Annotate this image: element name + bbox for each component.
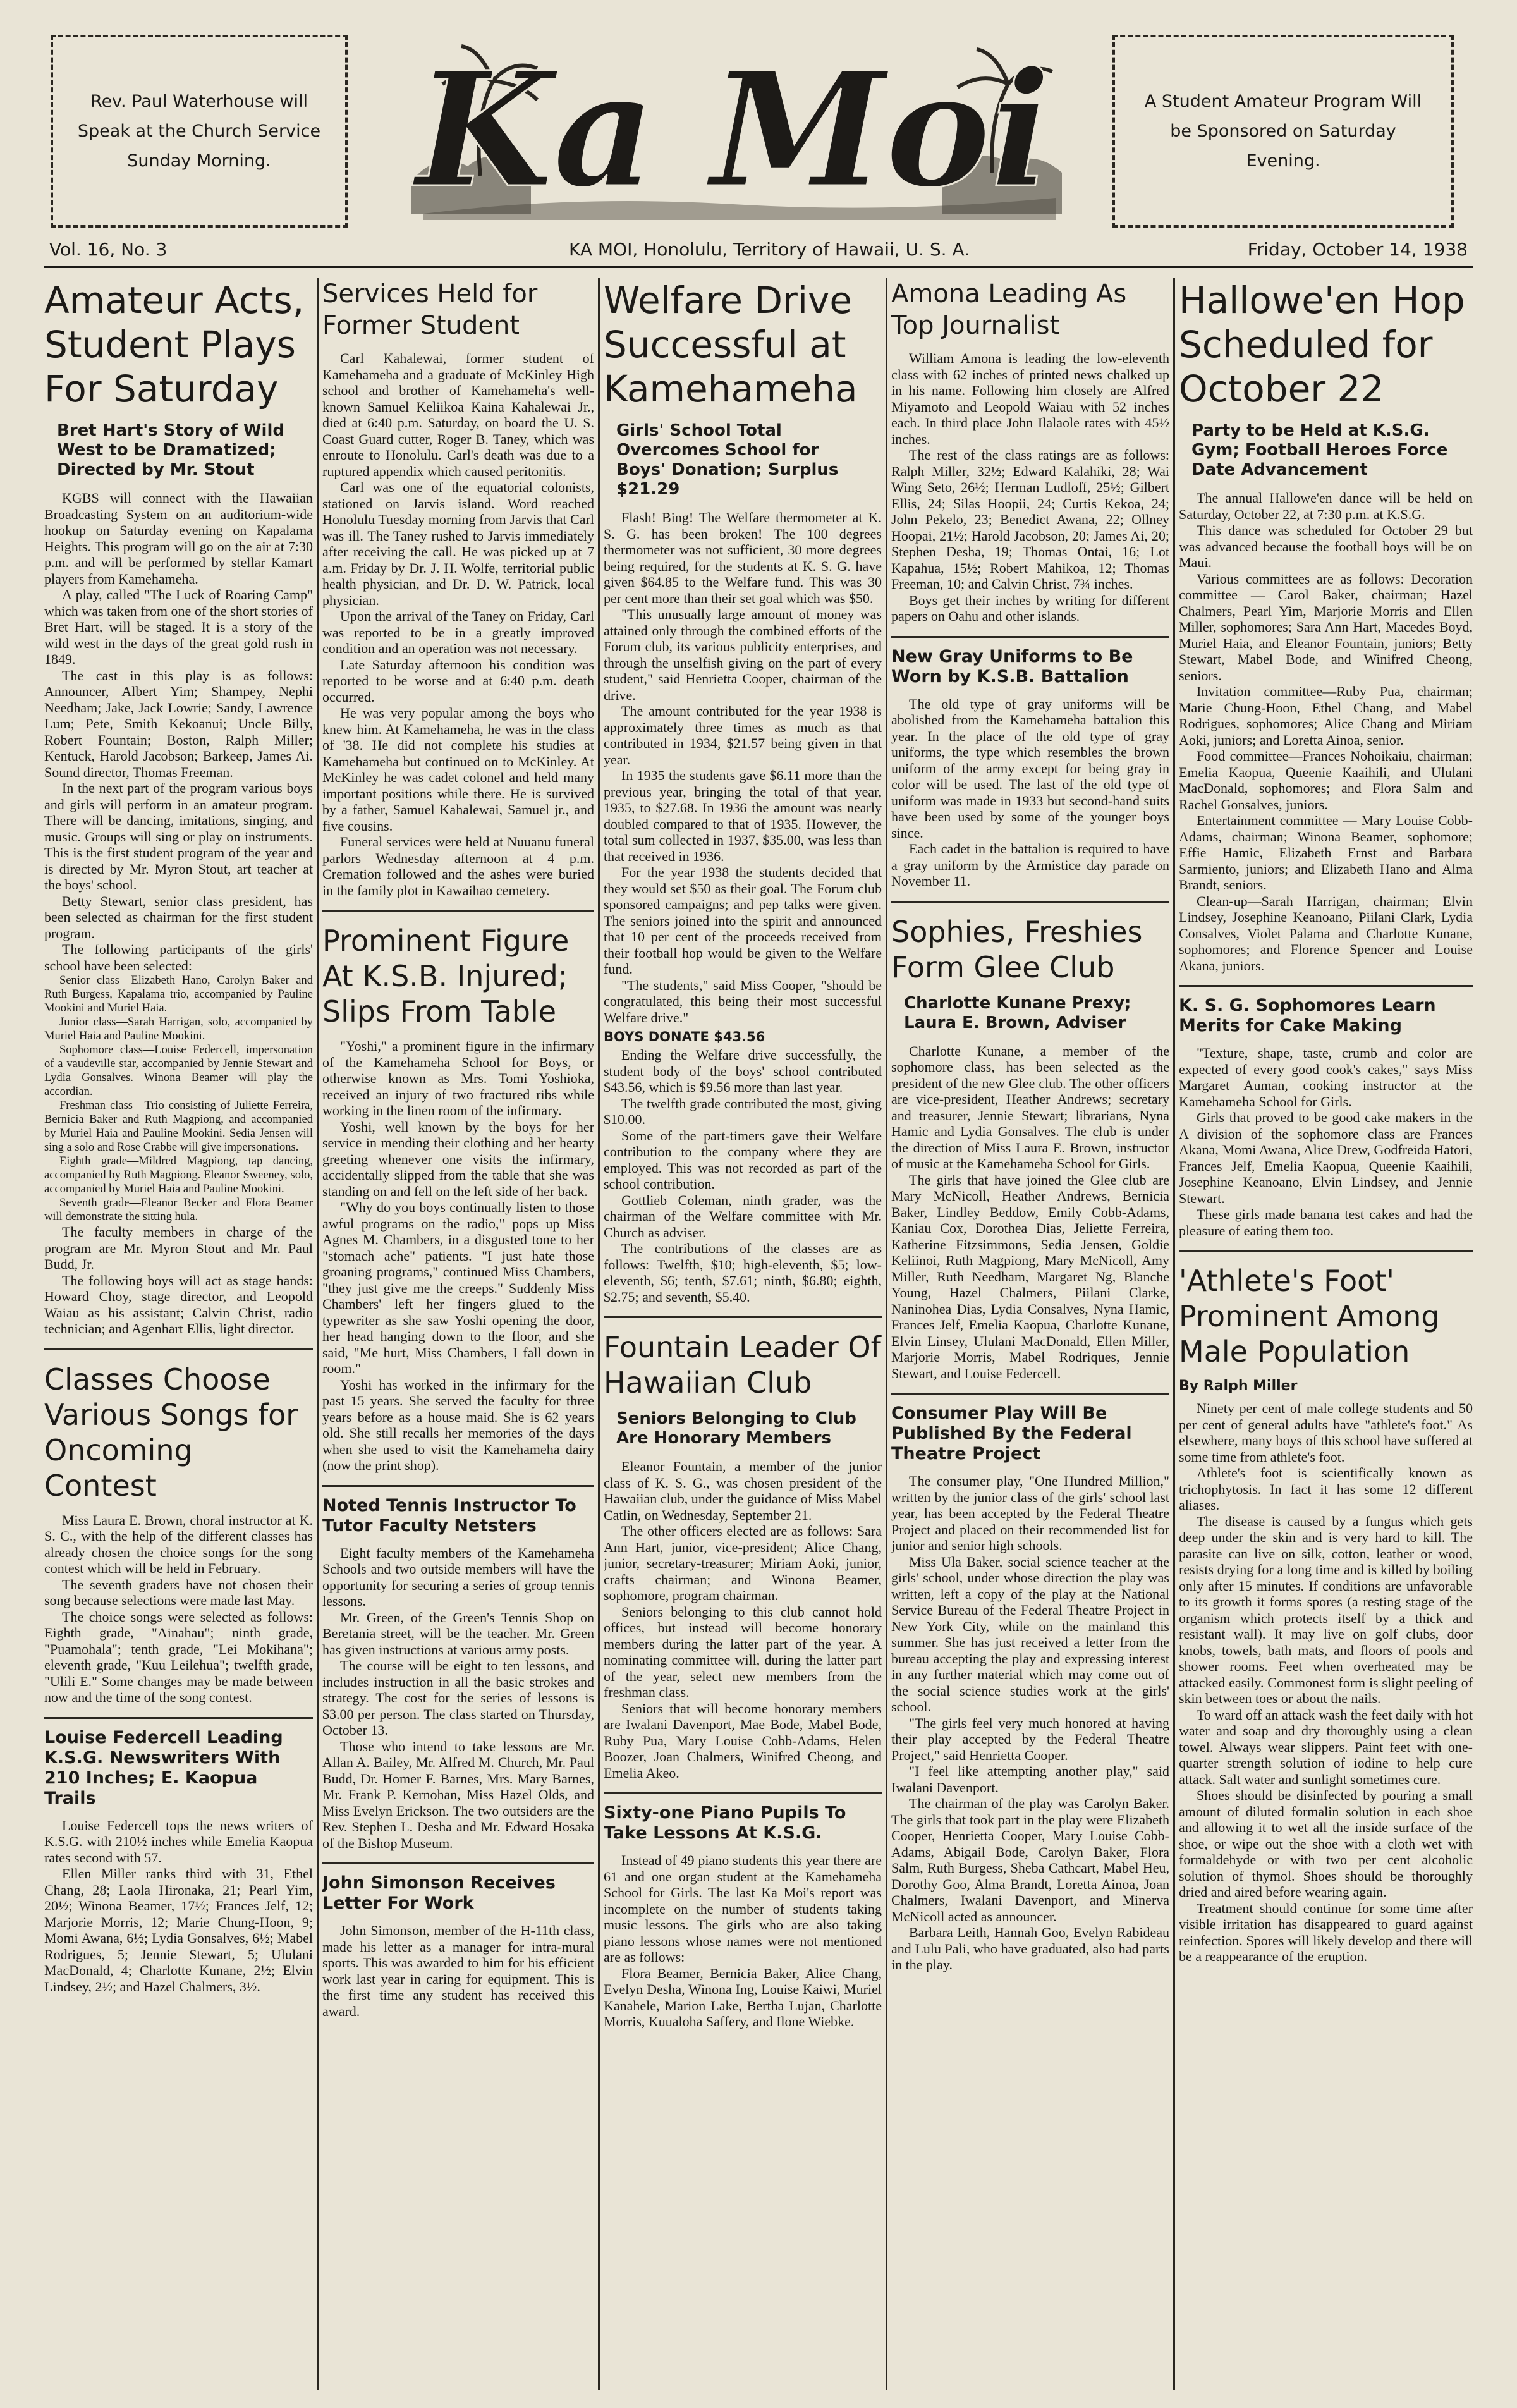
article-paragraph: Various committees are as follows: Decoration committee — Carol Baker, chairman; Hazel Chalmers, Pearl Yim, Marjorie Morris and Ellen Miller, sophomores; Sara Ann Hart, Macedes Boyd, Muriel Haia, and Eleanor Fountain, juniors; Betty Stewart, Mabel Bode, and Winifred Cheong, seniors. (1179, 570, 1473, 683)
headline-tennis-instructor: Noted Tennis Instructor To Tutor Faculty Netsters (322, 1485, 594, 1536)
participant-list-item: Freshman class—Trio consisting of Juliette Ferreira, Bernicia Baker and Ruth Magpiong, and accompanied by Muriel Haia and Pauline Mookini. Sedia Jensen will sing a solo and Rose Crabbe will give impersonations. (44, 1099, 313, 1154)
article-paragraph: Flora Beamer, Bernicia Baker, Alice Chang, Evelyn Desha, Winona Ing, Louise Kaiwi, Muriel Kanahele, Marion Lake, Bertha Lujan, Charlotte Morris, Kuualoha Saffery, and Ilone Wiebke. (604, 1965, 882, 2029)
article-paragraph: Seniors that will become honorary members are Iwalani Davenport, Mae Bode, Mabel Bode, Ruby Pua, Mary Louise Cobb-Adams, Helen Boozer, Joan Chalmers, Winifred Cheong, and Emelia Akeo. (604, 1700, 882, 1781)
headline-services-held: Services Held for Former Student (322, 279, 538, 340)
article-paragraph: Carl Kahalewai, former student of Kamehameha and a graduate of McKinley High school and brother of Kamehameha's well-known Samuel Keliikoa Kaina Kahalewai Jr., died at 6:40 p.m. Saturday, on board the U. S. Coast Guard cutter, Roger B. Taney, which was enroute to Honolulu. Carl's death was due to a ruptured appendix which caused peritonitis. (322, 350, 594, 479)
issue-date: Friday, October 14, 1938 (1247, 239, 1468, 260)
article-paragraph: The twelfth grade contributed the most, giving $10.00. (604, 1095, 882, 1127)
article-paragraph: Athlete's foot is scientifically known as trichophytosis. In fact it has some 12 different aliases. (1179, 1465, 1473, 1513)
column-divider (886, 278, 887, 2390)
masthead-title: Ka Moi (415, 37, 1051, 223)
headline-athletes-foot: 'Athlete's Foot' Prominent Among Male Population (1179, 1264, 1440, 1369)
headline-newswriters: Louise Federcell Leading K.S.G. Newswriters With 210 Inches; E. Kaopua Trails (44, 1717, 313, 1809)
volume-number: Vol. 16, No. 3 (49, 239, 168, 260)
article-paragraph: Betty Stewart, senior class president, has been selected as chairman for the first student program. (44, 893, 313, 941)
article-paragraph: Some of the part-timers gave their Welfare contribution to the company where they are employed. This was not recorded as part of the school contribution. (604, 1127, 882, 1192)
column-4 (891, 278, 1169, 2390)
section-divider (1179, 1250, 1473, 1252)
article-paragraph: Gottlieb Coleman, ninth grader, was the chairman of the Welfare committee with Mr. Church as adviser. (604, 1192, 882, 1240)
article-paragraph: Eleanor Fountain, a member of the junior class of K. S. G., was chosen president of the Hawaiian club, under the guidance of Miss Mabel Catlin, on Wednesday, September 21. (604, 1458, 882, 1523)
article-paragraph: John Simonson, member of the H-11th class, made his letter as a manager for intra-mural sports. This was awarded to him for his efficient work last year in caring for equipment. This is the first time any student has received this award. (322, 1922, 594, 2019)
article-paragraph: Eight faculty members of the Kamehameha Schools and two outside members will have the opportunity for securing a series of group tennis lessons. (322, 1544, 594, 1609)
left-notice: Rev. Paul Waterhouse will Speak at the Church Service Sunday Morning. (77, 92, 321, 171)
article-paragraph: Seniors belonging to this club cannot hold offices, but instead will become honorary members during the latter part of the year. A nominating committee will, during the latter part of the year, select new members from the freshman class. (604, 1603, 882, 1700)
article-paragraph: Entertainment committee — Mary Louise Cobb-Adams, chairman; Winona Beamer, sophomore; Effie Hamic, Elizabeth Ernst and Barbara Sarmiento, juniors; and Elizabeth Hano and Alma Brandt, seniors. (1179, 812, 1473, 893)
column-3 (604, 278, 882, 2390)
headline-simonson-letter: John Simonson Receives Letter For Work (322, 1862, 594, 1914)
article-paragraph: William Amona is leading the low-eleventh class with 62 inches of printed news chalked up in his name. Following him closely are Alfred Miyamoto and Leopold Waiau with 52 inches each. In third place John Ilalaole rates with 45½ inches. (891, 350, 1169, 447)
article-paragraph: Those who intend to take lessons are Mr. Allan A. Bailey, Mr. Alfred M. Church, Mr. Paul Budd, Dr. Homer F. Barnes, Mrs. Mary Barnes, Mr. Frank P. Kernohan, Miss Hazel Olds, and Miss Evelyn Erickson. The two outsiders are the Rev. Stephen L. Desha and Mr. Edward Hosaka of the Bishop Museum. (322, 1738, 594, 1851)
column-divider (598, 278, 600, 2390)
article-paragraph: The amount contributed for the year 1938 is approximately three times as much as that contributed in 1934, $21.57 being given in that year. (604, 703, 882, 767)
section-divider (322, 910, 594, 912)
article-paragraph: The girls that have joined the Glee club are Mary McNicoll, Heather Andrews, Bernicia Baker, Lindley Beddow, Emily Cobb-Adams, Kaniau Cox, Dorothea Dias, Jeliette Ferreira, Katherine Fitzsimmons, Sedia Jensen, Goldie Keliinoi, Ruth Magpiong, Mary McNicoll, Amy Miller, Ruth Needham, Margaret Ng, Blanche Young, Hazel Chalmers, Piilani Clarke, Naninohea Dias, Lydia Consalves, Nyna Hamic, Frances Jelf, Emelia Kaopua, Charlotte Kunane, Elvin Linsey, Ululani MacDonald, Ellen Miller, Marjorie Morris, Mabel Rodriques, Jennie Stewart, and Louise Federcell. (891, 1171, 1169, 1381)
article-paragraph: Ellen Miller ranks third with 31, Ethel Chang, 28; Laola Hironaka, 21; Pearl Yim, 20½; Winona Beamer, 17½; Frances Jelf, 12; Marjorie Morris, 12; Marie Chung-Hoon, 9; Momi Awana, 6½; Lydia Gonsalves, 6½; Mabel Rodrigues, 5; Jennie Stewart, 5; Ululani MacDonald, 4; Charlotte Kunane, 2½; Elvin Lindsey, 2½; and Hazel Chalmers, 3½. (44, 1866, 313, 1995)
article-paragraph: Barbara Leith, Hannah Goo, Evelyn Rabideau and Lulu Pali, who have graduated, also had parts in the play. (891, 1924, 1169, 1972)
article-paragraph: Clean-up—Sarah Harrigan, chairman; Elvin Lindsey, Josephine Keanoano, Piilani Clark, Lydia Consalves, Violet Palama and Charlotte Kunane, sophomores; and Florence Spencer and Louise Akana, juniors. (1179, 893, 1473, 974)
article-paragraph: The disease is caused by a fungus which gets deep under the skin and is very hard to kill. The parasite can live on silk, cotton, leather or wood, resists drying for a long time and is killed by boiling only after 15 minutes. If conditions are unfavorable to its growth it forms spores (a resting stage of the organism which protects itself by a thick and resistant wall). It may live on golf clubs, door knobs, towels, bath mats, and floors of pools and shower rooms. Feet when overheated may be attacked easily. Commonest form is slight peeling of skin between toes or about the nails. (1179, 1513, 1473, 1706)
deck-halloween-hop: Party to be Held at K.S.G. Gym; Football Heroes Force Date Advancement (1191, 421, 1448, 479)
article-paragraph: Boys get their inches by writing for different papers on Oahu and other islands. (891, 592, 1169, 624)
article-paragraph: Louise Federcell tops the news writers of K.S.G. with 210½ inches while Emelia Kaopua rates second with 57. (44, 1817, 313, 1866)
article-paragraph: Miss Laura E. Brown, choral instructor at K. S. C., with the help of the different classes has already chosen the choice songs for the song contest which will be held in February. (44, 1512, 313, 1576)
headline-amateur-acts: Amateur Acts, Student Plays For Saturday (44, 279, 305, 410)
headline-gray-uniforms: New Gray Uniforms to Be Worn by K.S.B. Battalion (891, 636, 1169, 687)
article-paragraph: Mr. Green, of the Green's Tennis Shop on Beretania street, will be the teacher. Mr. Green has given instructions at various army posts. (322, 1609, 594, 1658)
article-paragraph: The cast in this play is as follows: Announcer, Albert Yim; Shampey, Nephi Needham; Jake, Jack Lowrie; Sandy, Lawrence Lum; Pete, Smith Kekoanui; Uncle Billy, Robert Fountain; Boston, Ralph Miller; Kentuck, Harold Jacobson; Barkeep, James Ai. Sound director, Thomas Freeman. (44, 667, 313, 780)
article-paragraph: The following boys will act as stage hands: Howard Choy, stage director, and Leopold Waiau as his assistant; Calvin Christ, radio technician; and Agenhart Ellis, light director. (44, 1272, 313, 1336)
column-2 (322, 278, 594, 2390)
column-1 (44, 278, 313, 2390)
article-paragraph: Funeral services were held at Nuuanu funeral parlors Wednesday afternoon at 4 p.m. Cremation followed and the ashes were buried in the family plot in Kawaihao cemetery. (322, 834, 594, 898)
article-paragraph: Invitation committee—Ruby Pua, chairman; Marie Chung-Hoon, Ethel Chang, and Mabel Rodrigues, sophomores; Alice Chang and Miriam Aoki, juniors; and Loretta Ainoa, senior. (1179, 683, 1473, 748)
article-paragraph: "Texture, shape, taste, crumb and color are expected of every good cook's cakes," says Miss Margaret Auman, cooking instructor at the Kamehameha School for Girls. (1179, 1045, 1473, 1109)
headline-cake-making: K. S. G. Sophomores Learn Merits for Cake Making (1179, 985, 1473, 1036)
participant-list-item: Senior class—Elizabeth Hano, Carolyn Baker and Ruth Burgess, Kapalama trio, accompanied by Pauline Mookini and Muriel Haia. (44, 974, 313, 1015)
article-paragraph: "The girls feel very much honored at having their play accepted by the Federal Theatre Project," said Henrietta Cooper. (891, 1714, 1169, 1763)
article-paragraph: Miss Ula Baker, social science teacher at the girls' school, under whose direction the play was written, left a copy of the play at the National Service Bureau of the Federal Theatre Project in New York City, while on the mainland this summer. She has just received a letter from the bureau accepting the play and expressing interest in any further material which may come out of the social science studies work at the girls' school. (891, 1553, 1169, 1714)
article-paragraph: Each cadet in the battalion is required to have a gray uniform by the Armistice day parade on November 11. (891, 841, 1169, 889)
article-paragraph: These girls made banana test cakes and had the pleasure of eating them too. (1179, 1206, 1473, 1238)
article-paragraph: For the year 1938 the students decided that they would set $50 as their goal. The Forum club sponsored campaigns; and pep talks were given. The seniors joined into the spirit and announced that 10 per cent of the proceeds received from their football hop would be given to the Welfare fund. (604, 864, 882, 977)
article-paragraph: A play, called "The Luck of Roaring Camp" which was taken from one of the short stories of Bret Hart, will be staged. It is a story of the wild west in the days of the great gold rush in 1849. (44, 587, 313, 667)
deck-glee-club: Charlotte Kunane Prexy; Laura E. Brown, Adviser (904, 993, 1131, 1032)
column-divider (317, 278, 319, 2390)
headline-prominent-figure: Prominent Figure At K.S.B. Injured; Slips From Table (322, 924, 570, 1029)
article-paragraph: Girls that proved to be good cake makers in the A division of the sophomore class are Frances Akana, Momi Awana, Alice Drew, Godfreida Hatori, Frances Jelf, Emelia Kaopua, Queenie Kaaihili, Josephine Keanoano, Elvin Lindsey, and Jennie Stewart. (1179, 1109, 1473, 1206)
section-divider (44, 1348, 313, 1350)
article-paragraph: Food committee—Frances Nohoikaiu, chairman; Emelia Kaopua, Queenie Kaaihili, and Ululani MacDonald, sophomores; and Flora Salm and Rachel Gonsalves, juniors. (1179, 748, 1473, 812)
right-notice-box (1112, 35, 1454, 228)
participant-list-item: Sophomore class—Louise Federcell, impersonation of a vaudeville star, accompanied by Jennie Stewart and Lydia Gonsalves. Winona Beamer will play the accordian. (44, 1044, 313, 1098)
article-paragraph: The faculty members in charge of the program are Mr. Myron Stout and Mr. Paul Budd, Jr. (44, 1224, 313, 1272)
article-paragraph: Charlotte Kunane, a member of the sophomore class, has been selected as the president of the new Glee club. The other officers are vice-president, Heather Andrews; secretary and treasurer, Jennie Stewart; librarians, Nyna Hamic and Lydia Gonsalves. The club is under the direction of Miss Laura E. Brown, instructor of music at the Kamehameha School for Girls. (891, 1042, 1169, 1171)
paper-location: KA MOI, Honolulu, Territory of Hawaii, U. S. A. (569, 239, 970, 260)
article-paragraph: KGBS will connect with the Hawaiian Broadcasting System on an auditorium-wide hookup on Saturday evening on Kapalama Heights. This program will go on the air at 7:30 p.m. and will be performed by stellar Kamart players from Kamehameha. (44, 490, 313, 587)
article-paragraph: The course will be eight to ten lessons, and includes instruction in all the basic strokes and strategy. The cost for the series of lessons is $3.00 per person. The class started on Thursday, October 13. (322, 1658, 594, 1738)
dateline (44, 234, 1473, 268)
article-paragraph: He was very popular among the boys who knew him. At Kamehameha, he was in the class of '38. He did not complete his studies at Kamehameha but continued on to McKinley. At McKinley he was cadet colonel and held many important positions while there. He is survived by a father, Samuel Kahalewai, Samuel jr., and five cousins. (322, 705, 594, 834)
headline-piano-pupils: Sixty-one Piano Pupils To Take Lessons At K.S.G. (604, 1792, 882, 1843)
article-paragraph: To ward off an attack wash the feet daily with hot water and soap and dry thoroughly using a clean towel. Always wear slippers. Paint feet with one-quarter strength solution of iodine to help cure attack. Salt water and sunlight sometimes cure. (1179, 1706, 1473, 1787)
article-paragraph: The rest of the class ratings are as follows: Ralph Miller, 32½; Edward Kalahiki, 28; Wai Wing Seto, 26½; Herman Ludloff, 25½; Gilbert Ellis, 24; Silas Hoopii, 24; Curtis Kekoa, 24; John Pekelo, 23; Benedict Awana, 22; Ollney Hoopai, 21½; Harold Jacobson, 20; James Ai, 20; Stephen Desha, 19; Thomas Ontai, 16; Lot Kapahua, 15½; Robert Mahikoa, 12; Thomas Freeman, 10; and Calvin Christ, 7¾ inches. (891, 447, 1169, 592)
article-paragraph: Shoes should be disinfected by pouring a small amount of diluted formalin solution in each shoe and allowing it to wet all the inside surface of the shoe, or wipe out the shoe with a cloth wet with formaldehyde or with two per cent alcoholic solution of thymol. Shoes should be thoroughly dried and aired before wearing again. (1179, 1787, 1473, 1900)
article-paragraph: "I feel like attempting another play," said Iwalani Davenport. (891, 1763, 1169, 1795)
participant-list-item: Junior class—Sarah Harrigan, solo, accompanied by Muriel Haia and Pauline Mookini. (44, 1016, 313, 1042)
right-notice: A Student Amateur Program Will be Sponsored on Saturday Evening. (1144, 92, 1422, 171)
article-paragraph: The seventh graders have not chosen their song because selections were made last May. (44, 1576, 313, 1608)
masthead-artwork (386, 24, 1081, 226)
column-5 (1179, 278, 1473, 2390)
deck-hawaiian-club: Seniors Belonging to Club Are Honorary Members (616, 1409, 856, 1448)
article-paragraph: "Yoshi," a prominent figure in the infirmary of the Kamehameha School for Boys, or otherwise known as Mrs. Tomi Yoshioka, received an injury of two fractured ribs while working in the linen room of the infirmary. (322, 1038, 594, 1118)
left-notice-box (51, 35, 348, 228)
article-paragraph: The annual Hallowe'en dance will be held on Saturday, October 22, at 7:30 p.m. at K.S.G. (1179, 490, 1473, 522)
deck-welfare-drive: Girls' School Total Overcomes School for Boys' Donation; Surplus $21.29 (616, 421, 839, 499)
article-paragraph: "This unusually large amount of money was attained only through the combined efforts of the Forum club, its various publicity enterprises, and through the unselfish giving on the part of every student," said Henrietta Cooper, chairman of the drive. (604, 606, 882, 703)
section-divider (604, 1316, 882, 1318)
article-paragraph: Yoshi, well known by the boys for her service in mending their clothing and her hearty greeting whenever one visits the infirmary, accidentally slipped from the table that she was standing on and fell on the left side of her back. (322, 1118, 594, 1199)
headline-hawaiian-club: Fountain Leader Of Hawaiian Club (604, 1330, 881, 1400)
headline-glee-club: Sophies, Freshies Form Glee Club (891, 914, 1143, 984)
article-paragraph: The following participants of the girls' school have been selected: (44, 941, 313, 974)
article-paragraph: Yoshi has worked in the infirmary for the past 15 years. She served the faculty for three years before as a house maid. She is 62 years old. She still recalls her memories of the days when she used to visit the Kamehameha dairy (now the print shop). (322, 1376, 594, 1473)
article-paragraph: The choice songs were selected as follows: Eighth grade, "Ainahau"; ninth grade, "Puamohala"; tenth grade, "Lei Mokihana"; eleventh grade, "Kuu Leilehua"; twelfth grade, "Ulili E." Some changes may be made between now and the time of the song contest. (44, 1608, 313, 1705)
article-paragraph: Carl was one of the equatorial colonists, stationed on Jarvis island. Word reached Honolulu Tuesday morning from Jarvis that Carl was ill. The Taney rushed to Jarvis immediately after receiving the call. He was picked up at 7 a.m. Friday by Dr. J. H. Wolfe, territorial public health physician, and Dr. D. W. Patrick, local physician. (322, 479, 594, 608)
article-paragraph: The other officers elected are as follows: Sara Ann Hart, junior, vice-president; Alice Chang, junior, secretary-treasurer; Miriam Aoki, junior, crafts chairman; and Winona Beamer, sophomore, program chairman. (604, 1523, 882, 1603)
headline-halloween-hop: Hallowe'en Hop Scheduled for October 22 (1179, 279, 1465, 410)
article-paragraph: This dance was scheduled for October 29 but was advanced because the football boys will be on Maui. (1179, 522, 1473, 570)
section-divider (891, 901, 1169, 903)
article-paragraph: "The students," said Miss Cooper, "should be congratulated, this being their most successful Welfare drive." (604, 977, 882, 1025)
headline-amona-leading: Amona Leading As Top Journalist (891, 279, 1127, 340)
article-paragraph: Ending the Welfare drive successfully, the student body of the boys' school contributed $43.56, which is $9.56 more than last year. (604, 1047, 882, 1095)
article-paragraph: Upon the arrival of the Taney on Friday, Carl was reported to be in a greatly improved condition and an operation was not necessary. (322, 608, 594, 656)
article-paragraph: The consumer play, "One Hundred Million," written by the junior class of the girls' school last year, has been accepted by the Federal Theatre Project and placed on their recommended list for junior and senior high schools. (891, 1473, 1169, 1553)
deck-amateur-acts: Bret Hart's Story of Wild West to be Dramatized; Directed by Mr. Stout (57, 421, 284, 479)
article-paragraph: Ninety per cent of male college students and 50 per cent of general adults have "athlete's foot." As elsewhere, many boys of this school have suffered at some time from athlete's foot. (1179, 1400, 1473, 1465)
article-paragraph: The contributions of the classes are as follows: Twelfth, $10; high-eleventh, $5; low-eleventh, $6; tenth, $7.61; ninth, $6.80; eighth, $2.75; and seventh, $5.40. (604, 1240, 882, 1305)
byline: By Ralph Miller (1179, 1378, 1298, 1394)
article-paragraph: The old type of gray uniforms will be abolished from the Kamehameha battalion this year. In the place of the old type of gray uniforms, the type which resembles the brown uniform of the army except for being gray in color will be used. The last of the old type of uniform was made in 1933 but second-hand suits have been used by some of the younger boys since. (891, 695, 1169, 841)
participant-list-item: Seventh grade—Eleanor Becker and Flora Beamer will demonstrate the sitting hula. (44, 1197, 313, 1223)
participant-list-item: Eighth grade—Mildred Magpiong, tap dancing, accompanied by Ruth Magpiong. Eleanor Sweeney, solo, accompanied by Muriel Haia and Pauline Mookini. (44, 1155, 313, 1195)
article-paragraph: Flash! Bing! The Welfare thermometer at K. S. G. has been broken! The 100 degrees thermometer was not sufficient, 30 more degrees being required, for the students at K. S. G. have given $64.85 to the Welfare fund. This was 30 per cent more than their set goal which was $50. (604, 510, 882, 606)
column-divider (1173, 278, 1175, 2390)
article-paragraph: Instead of 49 piano students this year there are 61 and one organ student at the Kamehameha School for Girls. The last Ka Moi's report was incomplete on the number of students taking music lessons. The girls who are also taking piano lessons whose names were not mentioned are as follows: (604, 1852, 882, 1965)
headline-welfare-drive: Welfare Drive Successful at Kamehameha (604, 279, 858, 410)
article-paragraph: Treatment should continue for some time after visible irritation has disappeared to guard against reinfection. Spores will likely develop and there will be a reappearance of the eruption. (1179, 1900, 1473, 1964)
article-paragraph: Late Saturday afternoon his condition was reported to be worse and at 6:40 p.m. death occurred. (322, 656, 594, 705)
article-paragraph: In the next part of the program various boys and girls will perform in an amateur program. There will be dancing, imitations, singing, and music. Groups will sing or play on instruments. This is the first student program of the year and is directed by Mr. Myron Stout, art teacher at the boys' school. (44, 780, 313, 893)
subheading-boys-donate: BOYS DONATE $43.56 (604, 1029, 765, 1044)
article-paragraph: The chairman of the play was Carolyn Baker. The girls that took part in the play were Elizabeth Cooper, Henrietta Cooper, Mary Louise Cobb-Adams, Abigail Bode, Carolyn Baker, Flora Salm, Ruth Burgess, Sheba Cathcart, Mabel Heu, Dorothy Goo, Alma Brandt, Loretta Ainoa, Joan Chalmers, Iwalani Davenport, and Minerva McNicoll acted as announcer. (891, 1795, 1169, 1924)
article-paragraph: In 1935 the students gave $6.11 more than the previous year, bringing the total of that year, 1935, to $27.68. In 1936 the amount was nearly doubled compared to that of 1935. However, the total sum collected in 1937, $35.00, was less than that received in 1936. (604, 767, 882, 864)
headline-song-contest: Classes Choose Various Songs for Oncoming Contest (44, 1362, 298, 1503)
article-paragraph: "Why do you boys continually listen to those awful programs on the radio," pops up Miss Agnes M. Chambers, in a disgusted tone to her "stomach ache" patients. "I just hate those groaning programs," continued Miss Chambers, "they just give me the creeps." Suddenly Miss Chambers' left her fingers glued to the typewriter as she saw Yoshi opening the door, her head hanging down to the floor, and she said, "Me hurt, Miss Chambers, I fall down in room." (322, 1199, 594, 1376)
masthead (386, 24, 1081, 226)
headline-consumer-play: Consumer Play Will Be Published By the Federal Theatre Project (891, 1393, 1169, 1464)
